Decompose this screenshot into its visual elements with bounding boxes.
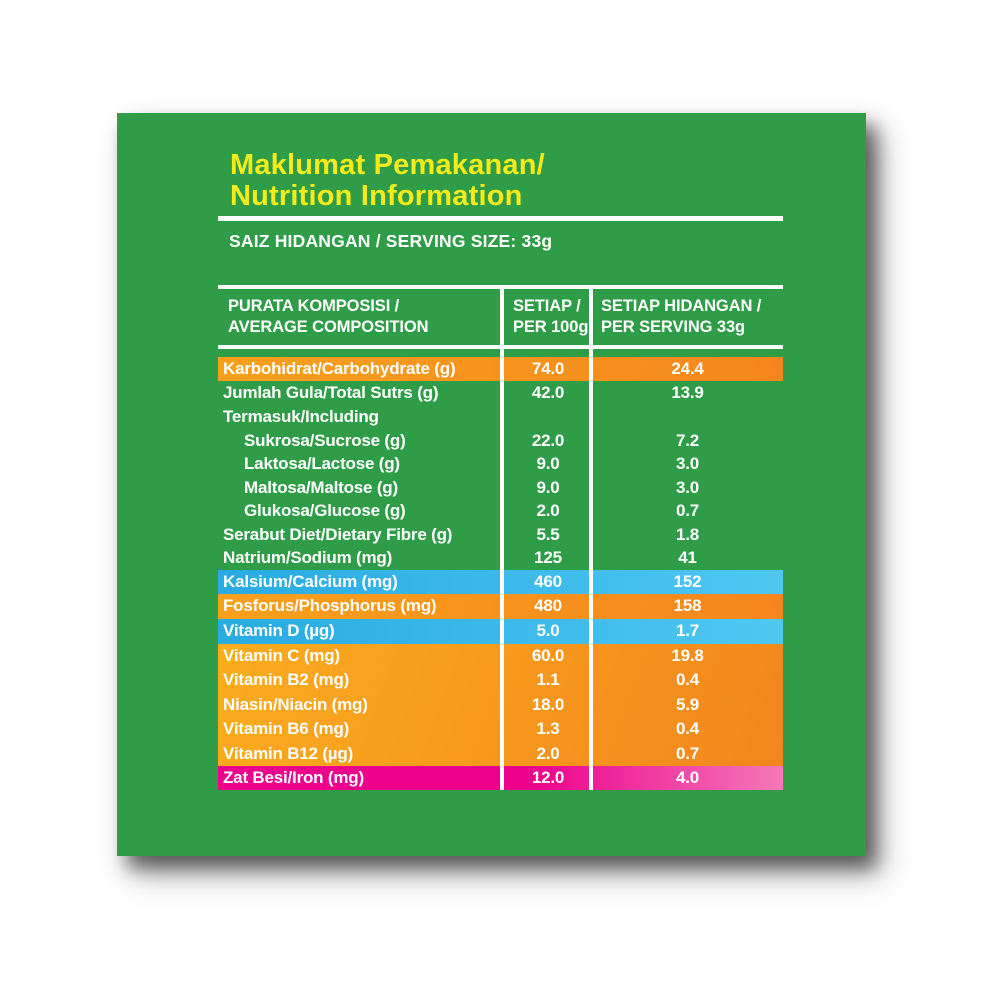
per-100g-value: 5.0: [536, 621, 560, 640]
header-col3-line2: PER SERVING 33g: [601, 318, 745, 336]
per-100g-value: 9.0: [536, 454, 560, 474]
header-col1-line1: PURATA KOMPOSISI /: [228, 297, 400, 315]
row-label: Sukrosa/Sucrose (g): [244, 430, 406, 450]
panel-title-line2: Nutrition Information: [230, 180, 523, 212]
row-label: Vitamin B12 (µg): [223, 743, 354, 763]
column-divider-2: [589, 285, 593, 790]
per-100g-value: 1.1: [536, 670, 560, 690]
per-100g-value: 480: [534, 596, 562, 615]
header-per-serving: [592, 296, 783, 338]
row-label: Glukosa/Glucose (g): [244, 501, 406, 521]
header-average-composition: [218, 296, 504, 338]
row-label-line2: Termasuk/Including: [223, 407, 379, 426]
nutrition-table: [218, 285, 783, 790]
serving-size-label: SAIZ HIDANGAN / SERVING SIZE: 33g: [229, 231, 553, 251]
per-100g-value: 60.0: [531, 645, 565, 665]
per-serving-value: 0.4: [675, 670, 700, 690]
nutrition-panel: [117, 113, 866, 856]
per-serving-value: 0.4: [675, 719, 700, 739]
per-serving-value: 158: [673, 596, 702, 615]
row-label: Vitamin B6 (mg): [223, 719, 350, 739]
header-col3-line1: SETIAP HIDANGAN /: [601, 297, 762, 315]
per-serving-value: 0.7: [675, 743, 700, 763]
panel-title-line1: Maklumat Pemakanan/: [230, 149, 545, 181]
header-col2-line1: SETIAP /: [513, 297, 581, 315]
per-100g-value: 42.0: [531, 383, 565, 402]
per-100g-value: 74.0: [531, 359, 565, 378]
per-serving-value: 1.7: [675, 621, 700, 640]
per-100g-value: 5.5: [536, 524, 560, 544]
header-per-100g: [504, 296, 592, 338]
per-serving-value: 3.0: [675, 477, 700, 497]
per-serving-value: 0.7: [675, 501, 700, 521]
row-label: Zat Besi/Iron (mg): [223, 767, 364, 787]
title-divider: [218, 216, 783, 221]
row-label: Laktosa/Lactose (g): [244, 454, 400, 474]
row-label: Vitamin B2 (mg): [223, 670, 350, 690]
per-100g-value: 1.3: [536, 719, 560, 739]
per-100g-value: 125: [534, 548, 562, 568]
panel-title: [230, 150, 545, 212]
per-serving-value: 5.9: [675, 694, 700, 714]
row-label-line1: Jumlah Gula/Total Sutrs (g): [223, 383, 439, 402]
per-100g-value: 22.0: [531, 430, 565, 450]
per-serving-value: 7.2: [675, 430, 700, 450]
per-serving-value: 24.4: [671, 359, 704, 378]
row-label: Vitamin C (mg): [223, 645, 340, 665]
per-100g-value: 9.0: [536, 477, 560, 497]
row-label: Kalsium/Calcium (mg): [223, 571, 398, 591]
per-100g-value: 2.0: [536, 501, 560, 521]
per-100g-value: 18.0: [531, 694, 565, 714]
row-label: Fosforus/Phosphorus (mg): [223, 596, 437, 615]
row-label: Maltosa/Maltose (g): [244, 477, 398, 497]
row-label: Serabut Diet/Dietary Fibre (g): [223, 524, 453, 544]
per-serving-value: 1.8: [675, 524, 700, 544]
header-col1-line2: AVERAGE COMPOSITION: [228, 318, 429, 336]
column-divider-1: [500, 285, 504, 790]
row-label: Niasin/Niacin (mg): [223, 694, 368, 714]
per-serving-value: 152: [673, 571, 702, 591]
per-serving-value: 13.9: [671, 383, 704, 402]
per-serving-value: 4.0: [675, 767, 700, 787]
per-100g-value: 12.0: [531, 767, 565, 787]
per-serving-value: 41: [678, 548, 697, 568]
row-label: Natrium/Sodium (mg): [223, 548, 393, 568]
row-label: Karbohidrat/Carbohydrate (g): [223, 359, 456, 378]
per-100g-value: 460: [534, 571, 562, 591]
row-label: [218, 381, 504, 429]
per-serving-value: 3.0: [675, 454, 700, 474]
per-100g-value: 2.0: [536, 743, 560, 763]
row-label: Vitamin D (µg): [223, 621, 335, 640]
header-col2-line2: PER 100g: [513, 318, 589, 336]
per-serving-value: 19.8: [671, 645, 704, 665]
